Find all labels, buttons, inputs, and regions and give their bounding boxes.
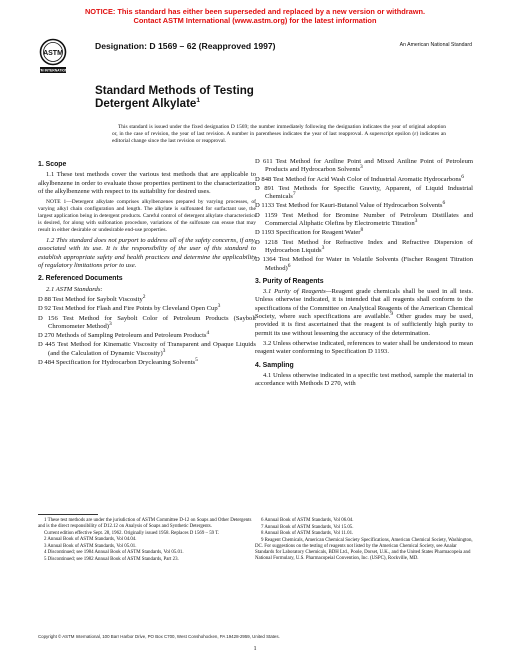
- notice-line-2: Contact ASTM International (www.astm.org) for the latest information: [133, 16, 377, 25]
- title-line-2: Detergent Alkylate$^1$: [95, 97, 200, 110]
- purity-paragraph-2: 3.2 Unless otherwise indicated, references to water shall be understood to mean reagent water conforming to Specification D 1193.: [255, 339, 474, 356]
- footnotes-right: [255, 518, 473, 563]
- reference-item: D 270 Methods of Sampling Petroleum and Petroleum Products$^4$: [38, 329, 210, 340]
- reference-item: D 848 Test Method for Acid Wash Color of Industrial Aromatic Hydrocarbons$^6$: [255, 173, 464, 183]
- footnote: 9 Reagent Chemicals, American Chemical Society Specifications, American Chemical Society, Washington, DC. For suggestions on the testing of reagents not listed by the American Chemical Society, see Analar Standards for Laboratory Chemicals, BDH Ltd., Poole, Dorset, U.K., and the United States Pharmacopeia and National Formulary, U.S. Pharmacopeial Convention, Inc. (USPC), Rockville, MD.: [255, 537, 473, 562]
- left-column: [38, 158, 256, 368]
- footnote: Current edition effective Sept. 28, 1962. Originally issued 1958. Replaces D 1569 – 59 T.: [44, 530, 220, 536]
- footnote: 4 Discontinued; see 1984 Annual Book of ASTM Standards, Vol 05.01.: [44, 550, 184, 556]
- svg-text:ASTM INTERNATIONAL: ASTM INTERNATIONAL: [34, 68, 72, 73]
- title-footnote-mark: 1: [196, 97, 200, 105]
- title-line-1: Standard Methods of Testing: [95, 84, 254, 97]
- reference-item: D 891 Test Methods for Specific Gravity, Apparent, of Liquid Industrial Chemicals$^7$: [255, 184, 473, 201]
- footnote: 3 Annual Book of ASTM Standards, Vol 05.01.: [44, 543, 137, 549]
- reference-item: D 1364 Test Method for Water in Volatile Solvents (Fischer Reagent Titration Method)$^6$: [255, 256, 473, 272]
- reference-item: D 611 Test Method for Aniline Point and Mixed Aniline Point of Petroleum Products and Hydrocarbon Solvents$^3$: [255, 158, 473, 174]
- reference-item: D 1218 Test Method for Refractive Index and Refractive Dispersion of Hydrocarbon Liquids$^3$: [255, 238, 473, 254]
- purity-paragraph-1: 3.1 Purity of Reagents—Reagent grade chemicals shall be used in all tests. Unless otherwise indicated, it is intended that all reagents shall conform to the specifications of the Committee on Analytical Reagents of the American Chemical Society, where such specifications are available.$^9$ Other grades may be used, provided it is first ascertained that the reagent is of sufficiently high purity to permit its use without lessening the accuracy of the determination.: [255, 288, 473, 337]
- footnotes-left: [38, 518, 256, 564]
- reference-item: D 1159 Test Method for Bromine Number of Petroleum Distillates and Commercial Aliphatic Olefins by Electrometric Titration$^3$: [255, 211, 473, 228]
- footnote: 2 Annual Book of ASTM Standards, Vol 04.04.: [44, 537, 137, 543]
- copyright-line: Copyright © ASTM International, 100 Barr Harbor Drive, PO Box C700, West Conshohocken, PA 19428-2959, United States.: [38, 634, 280, 639]
- reference-item: D 445 Test Method for Kinematic Viscosity of Transparent and Opaque Liquids (and the Calculation of Dynamic Viscosity)$^3$: [38, 341, 256, 357]
- designation: Designation: D 1569 – 62 (Reapproved 1997): [95, 41, 276, 51]
- reference-item: D 484 Specification for Hydrocarbon Drycleaning Solvents$^5$: [38, 356, 198, 367]
- footnote: 8 Annual Book of ASTM Standards, Vol 11.01.: [261, 531, 354, 537]
- astm-logo: [34, 38, 72, 74]
- section-heading-sampling: 4. Sampling: [255, 361, 294, 369]
- footnote: 6 Annual Book of ASTM Standards, Vol 06.04.: [261, 518, 354, 523]
- scope-paragraph-2: 1.2 This standard does not purport to address all of the safety concerns, if any, associated with its use. It is the responsibility of the user of this standard to establish appropriate safety and health practices and determine the applicability of regulatory limitations prior to use.: [38, 237, 256, 270]
- issuance-statement: This standard is issued under the fixed designation D 1569; the number immediately following the designation indicates the year of original adoption or, in the case of revision, the year of last revision. A number in parentheses indicates the year of last reapproval. A superscript epsilon (ε) indicates an editorial change since the last revision or reapproval.: [112, 124, 446, 145]
- right-column: [255, 158, 473, 390]
- reference-item: D 92 Test Method for Flash and Fire Points by Cleveland Open Cup$^3$: [38, 303, 221, 313]
- section-heading-scope: 1. Scope: [38, 161, 67, 168]
- sampling-paragraph-1: 4.1 Unless otherwise indicated in a specific test method, sample the material in accordance with Methods D 270, with: [255, 371, 473, 388]
- american-national-standard: An American National Standard: [399, 42, 472, 48]
- footnote: 7 Annual Book of ASTM Standards, Vol 15.05.: [261, 524, 354, 530]
- reference-item: D 1193 Specification for Reagent Water$^8$: [255, 227, 364, 237]
- astm-standards-subheading: 2.1 ASTM Standards:: [46, 285, 103, 293]
- page-title: [95, 84, 254, 110]
- reference-item: D 88 Test Method for Saybolt Viscosity$^2$: [38, 293, 146, 303]
- svg-text:ASTM: ASTM: [43, 50, 63, 57]
- footnote: 1 These test methods are under the jurisdiction of ASTM Committee D-12 on Soaps and Other Detergents and is the direct responsibility of D12.12 on Analysis of Soaps and Synthetic Detergents.: [38, 518, 252, 530]
- section-heading-referenced-documents: 2. Referenced Documents: [38, 275, 123, 283]
- footnote-rule-left: [38, 514, 98, 515]
- note-1: NOTE 1—Detergent alkylate comprises alkylbenzenes prepared by varying processes, of varying alkyl chain configuration and length. The alkylate is sulfonated for surfactant use, the largest application being in detergent products. Careful control of detergent alkylate characteristics is desired, for along with sulfonation procedure, variations of the sulfonate can ensue that may result in either desirable or undesirable end-use properties.: [38, 199, 256, 234]
- reference-item: D 156 Test Method for Saybolt Color of Petroleum Products (Saybolt Chromometer Method)$^3$: [38, 314, 256, 330]
- notice-line-1: NOTICE: This standard has either been superseded and replaced by a new version or withdrawn.: [84, 7, 426, 16]
- reference-item: D 1133 Test Method for Kauri-Butanol Value of Hydrocarbon Solvents$^6$: [255, 200, 446, 210]
- footnote: 5 Discontinued; see 1982 Annual Book of ASTM Standards, Part 23.: [44, 557, 179, 563]
- scope-paragraph-1: 1.1 These test methods cover the various test methods that are applicable to alkylbenzene in order to evaluate those properties pertinent to the characterization of the alkylbenzene with respect to its suitability for desired uses.: [38, 171, 256, 195]
- page-number: 1: [253, 645, 257, 652]
- notice-banner: [0, 7, 510, 25]
- section-heading-purity-of-reagents: 3. Purity of Reagents: [255, 277, 324, 285]
